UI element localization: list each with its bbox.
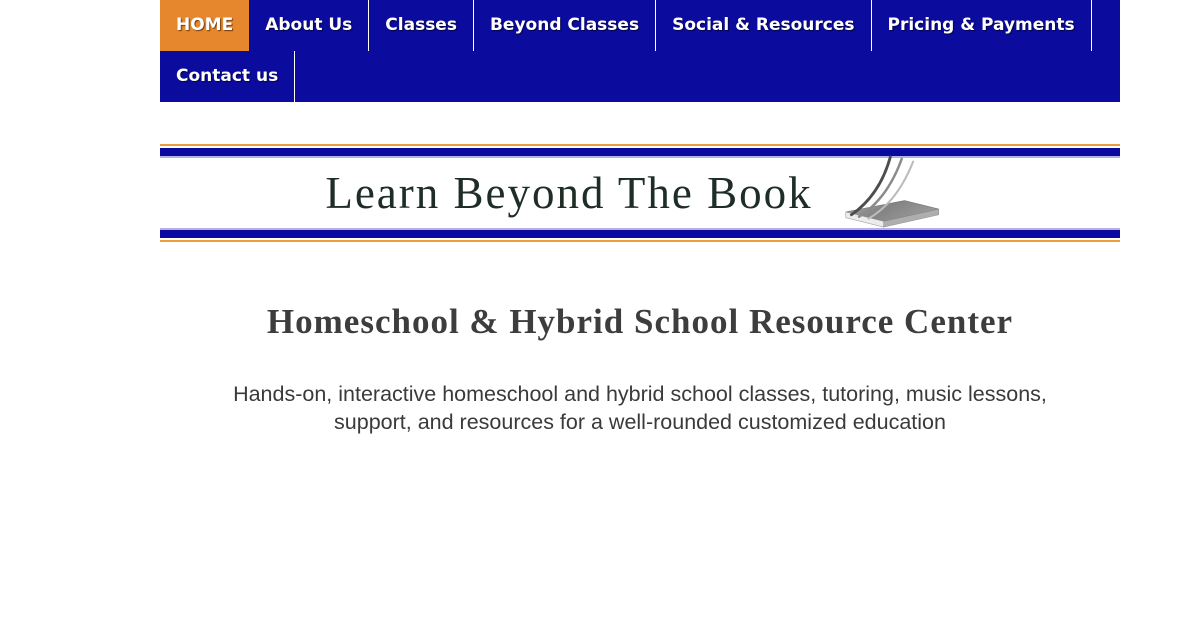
nav-item-beyond-classes[interactable]: Beyond Classes xyxy=(474,0,656,51)
nav-item-contact-us[interactable]: Contact us xyxy=(160,51,295,102)
nav-item-pricing-payments[interactable]: Pricing & Payments xyxy=(872,0,1092,51)
page-content-column xyxy=(160,0,1120,436)
subtitle-line-2: support, and resources for a well-rounded customized education xyxy=(334,410,946,434)
main-nav xyxy=(160,0,1120,102)
site-logo-text: Learn Beyond The Book xyxy=(325,168,813,218)
nav-item-about-us[interactable]: About Us xyxy=(249,0,369,51)
page-title: Homeschool & Hybrid School Resource Center xyxy=(266,302,1014,341)
logo-banner xyxy=(160,144,1120,242)
nav-item-home[interactable]: HOME xyxy=(160,0,249,51)
page-subtitle xyxy=(160,380,1120,436)
nav-item-classes[interactable]: Classes xyxy=(369,0,474,51)
main-content xyxy=(160,302,1120,436)
nav-item-social-resources[interactable]: Social & Resources xyxy=(656,0,871,51)
flying-pages-book-icon xyxy=(839,155,955,229)
subtitle-line-1: Hands-on, interactive homeschool and hybrid school classes, tutoring, music lessons, xyxy=(233,382,1047,406)
banner-bottom-blue-rule xyxy=(160,230,1120,238)
banner-bottom-orange-rule xyxy=(160,240,1120,242)
site-logo[interactable] xyxy=(160,158,1120,228)
banner-top-blue-rule xyxy=(160,148,1120,156)
